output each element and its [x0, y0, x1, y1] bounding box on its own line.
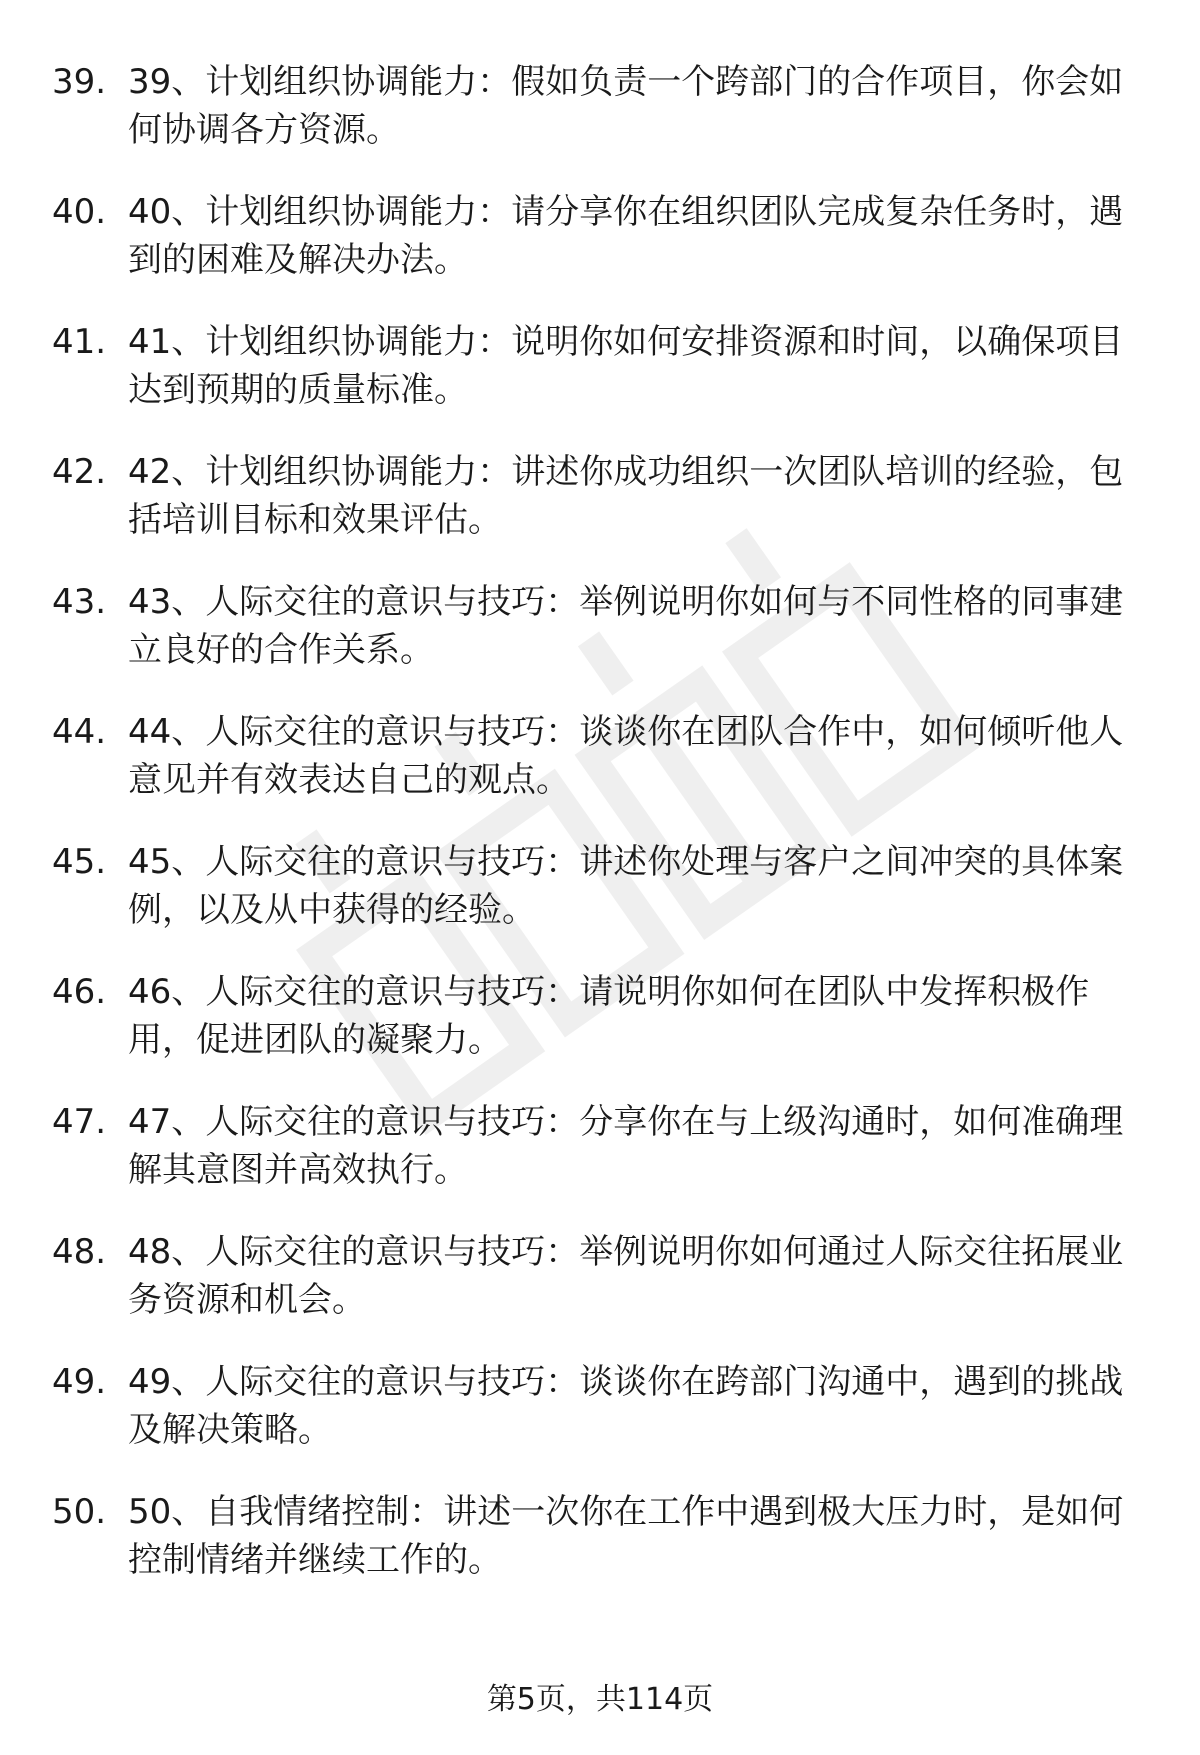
list-item — [52, 1488, 1152, 1618]
list-item — [52, 318, 1152, 448]
question-text: 42、计划组织协调能力：讲述你成功组织一次团队培训的经验，包括培训目标和效果评估。 — [128, 452, 1124, 540]
question-text: 45、人际交往的意识与技巧：讲述你处理与客户之间冲突的具体案例，以及从中获得的经验。 — [128, 842, 1124, 930]
question-text: 50、自我情绪控制：讲述一次你在工作中遇到极大压力时，是如何控制情绪并继续工作的。 — [128, 1492, 1124, 1580]
list-item — [52, 188, 1152, 318]
question-number: 48. — [52, 1232, 107, 1272]
question-number: 45. — [52, 842, 107, 882]
question-number: 39. — [52, 62, 107, 102]
list-item — [52, 1098, 1152, 1228]
question-number: 47. — [52, 1102, 107, 1142]
question-number: 40. — [52, 192, 107, 232]
question-text: 48、人际交往的意识与技巧：举例说明你如何通过人际交往拓展业务资源和机会。 — [128, 1232, 1124, 1320]
page-footer: 第5页，共114页 — [486, 1682, 714, 1717]
question-number: 49. — [52, 1362, 107, 1402]
question-text: 40、计划组织协调能力：请分享你在组织团队完成复杂任务时，遇到的困难及解决办法。 — [128, 192, 1124, 280]
question-text: 43、人际交往的意识与技巧：举例说明你如何与不同性格的同事建立良好的合作关系。 — [128, 582, 1124, 670]
list-item — [52, 578, 1152, 708]
list-item — [52, 448, 1152, 578]
list-item — [52, 968, 1152, 1098]
question-number: 46. — [52, 972, 107, 1012]
list-item — [52, 838, 1152, 968]
question-number: 41. — [52, 322, 107, 362]
question-text: 46、人际交往的意识与技巧：请说明你如何在团队中发挥积极作用，促进团队的凝聚力。 — [128, 972, 1090, 1060]
question-number: 42. — [52, 452, 107, 492]
question-text: 39、计划组织协调能力：假如负责一个跨部门的合作项目，你会如何协调各方资源。 — [128, 62, 1124, 150]
question-number: 44. — [52, 712, 107, 752]
question-text: 47、人际交往的意识与技巧：分享你在与上级沟通时，如何准确理解其意图并高效执行。 — [128, 1102, 1124, 1190]
list-item — [52, 58, 1152, 188]
list-item — [52, 1358, 1152, 1488]
question-list — [52, 58, 1152, 1618]
list-item — [52, 1228, 1152, 1358]
question-number: 50. — [52, 1492, 107, 1532]
question-text: 49、人际交往的意识与技巧：谈谈你在跨部门沟通中，遇到的挑战及解决策略。 — [128, 1362, 1124, 1450]
question-text: 44、人际交往的意识与技巧：谈谈你在团队合作中，如何倾听他人意见并有效表达自己的观点。 — [128, 712, 1124, 800]
list-item — [52, 708, 1152, 838]
question-number: 43. — [52, 582, 107, 622]
question-text: 41、计划组织协调能力：说明你如何安排资源和时间，以确保项目达到预期的质量标准。 — [128, 322, 1124, 410]
